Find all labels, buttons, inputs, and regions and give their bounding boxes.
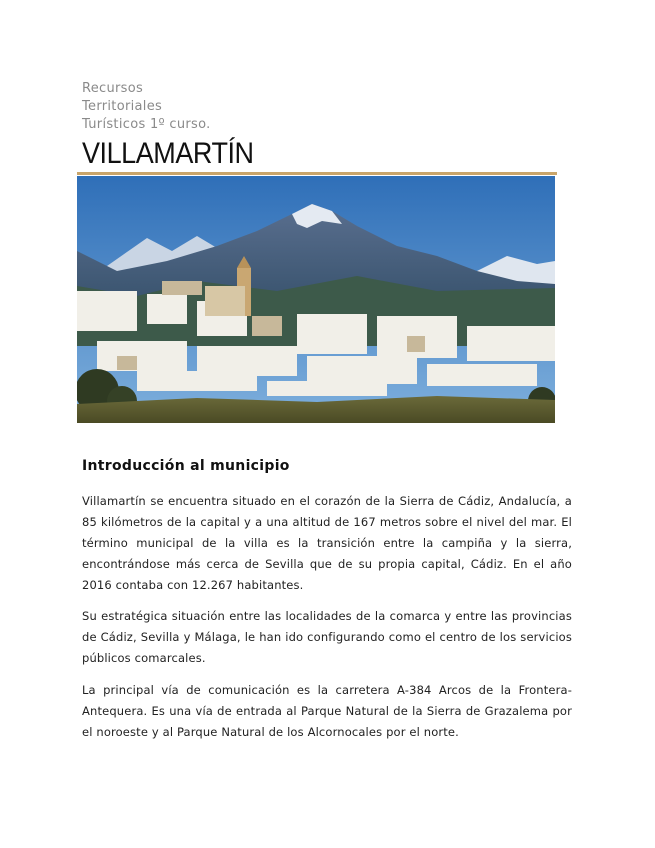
- title-underline-rule: [77, 172, 557, 175]
- body-paragraph: Villamartín se encuentra situado en el corazón de la Sierra de Cádiz, Andalucía, a 85 kilómetros de la capital y a una altitud de 167 metros sobre el nivel del mar. El término municipal de la villa es la transición entre la campiña y la sierra, encontrándose más cerca de Sevilla que de su propia capital, Cádiz. En el año 2016 contaba con 12.267 habitantes.: [82, 494, 572, 592]
- page-title: VILLAMARTÍN: [82, 137, 254, 170]
- subtitle-line: Recursos: [82, 81, 144, 96]
- subtitle-line: Turísticos 1º curso.: [82, 117, 211, 132]
- document-subtitle: [82, 80, 282, 134]
- section-heading: Introducción al municipio: [82, 458, 290, 474]
- subtitle-line: Territoriales: [82, 99, 163, 114]
- body-paragraph: La principal vía de comunicación es la carretera A-384 Arcos de la Frontera- Antequera. Es una vía de entrada al Parque Natural de la Sierra de Grazalema por el noroeste y al Parque Natural de los Alcornocales por el norte.: [82, 683, 572, 739]
- body-paragraph: Su estratégica situación entre las localidades de la comarca y entre las provincias de Cádiz, Sevilla y Málaga, le han ido configurando como el centro de los servicios públicos comarcales.: [82, 609, 572, 665]
- town-landscape-photo: [77, 176, 555, 423]
